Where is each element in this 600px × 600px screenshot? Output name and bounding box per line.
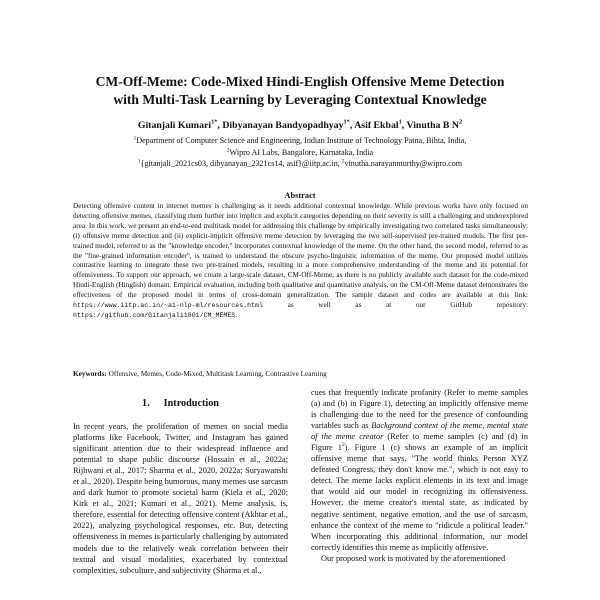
abstract-text: Detecting offensive content in internet memes is challenging as it needs additional contextual knowledge. While previous works have only focused on detecting offensive memes, classifying them further into implicit and explicit categories depending on their severity is still a challenging and underexplored area. In this work, we present an end-to-end multitask model for addressing this challenge by empirically investigating two correlated tasks simultaneously: (i) offensive meme detection and (ii) explicit-implicit offensive meme detection by leveraging the two self-supervised pre-trained models. The first pre-trained model, referred to as the "knowledge encoder," incorporates contextual knowledge of the meme. On the other hand, the second model, referred to as the "fine-grained information encoder", is trained to understand the obscure psycho-linguistic information of the meme. Our proposed model utilizes contrastive learning to integrate these two pre-trained models, resulting in a more comprehensive understanding of the meme and its potential for offensiveness. To support our approach, we create a large-scale dataset, CM-Off-Meme, as there is no publicly available such dataset for the code-mixed Hindi-English (Hinglish) domain. Empirical evaluation, including both qualitative and quantitative analysis, on the CM-Off-Meme dataset demonstrates the effectiveness of the proposed model in terms of cross-domain generalization. The sample dataset and codes are available at this link: — [73, 202, 528, 300]
left-column — [73, 398, 288, 576]
affiliation-mark: 1 — [137, 158, 141, 165]
affiliation-line — [40, 135, 560, 147]
author-name: Gitanjali Kumari — [137, 120, 212, 131]
section-number: 1. — [142, 398, 150, 409]
section-heading — [73, 398, 288, 410]
right-text-c: ). Figure 1 (c) shows an example of an implicit offensive meme that says, "The world thinks Person XYZ defeated Congress, they don't know me.", which is not easy to detect. The meme lacks explicit elements in its text and image that would aid our model in recognizing its offensiveness. However, the meme creator's mental state, as indicated by negative sentiment, negative emotion, and the use of sarcasm, enhance the context of the meme to "ridicule a political leader." When incorporating this additional information, our model correctly identifies this meme as implicitly offensive. — [311, 443, 528, 552]
affiliation-text: Wipro AI Labs, Bangalore, Karnataka, India — [229, 147, 374, 157]
keywords-list: Offensive, Memes, Code-Mixed, Multitask Learning, Contrastive Learning — [108, 370, 327, 378]
intro-paragraph: In recent years, the proliferation of memes on social media platforms like Facebook, Twitter, and Instagram has gained significant attention due to their widespread influence and potential to shape public discourse (Hossain et al., 2022a; Rijhwani et al., 2017; Sharma et al., 2020, 2022a; Suryawanshi et al., 2020). Despite being humorous, many memes use sarcasm and dark humor to promote societal harm (Kiela et al., 2020; Kirk et al., 2021; Kumari et al., 2021). Meme analysis, is, therefore, essential for detecting offensive content (Akhtar et al., 2022), analyzing psychological responses, etc. But, detecting offensiveness in memes is particularly challenging by automated models due to the relatively weak correlation between their textual and visual modalities, exacerbated by contextual complexities, subculture, and subjectivity (Sharma et al., — [73, 422, 288, 575]
affiliation-mark: 2 — [341, 158, 345, 165]
author-name: Asif Ekbal — [354, 120, 399, 131]
author-name: Dibyanayan Bandyopadhyay — [222, 120, 344, 131]
affiliations — [40, 135, 560, 170]
author-list: Gitanjali Kumari$^{1*}$, Dibyanayan Bandyopadhyay$^{1*}$, Asif Ekbal$^1$, Vinutha B $N^2$ — [137, 118, 463, 131]
author-name: Vinutha B N — [406, 120, 459, 131]
github-link[interactable]: https://github.com/Gitanjali1801/CM_MEMES — [73, 311, 236, 319]
abstract-text-end: . — [235, 310, 238, 319]
next-paragraph: Our proposed work is motivated by the aforementioned — [321, 553, 506, 563]
right-text-a: cues that frequently indicate profanity (Refer to meme samples (a) and (b) in Figure 1), detecting an implicitly offensive meme is challenging due to the need for the presence of confounding variables such as — [311, 388, 528, 431]
affiliation-mark: 1 — [133, 135, 137, 142]
affiliation-line — [40, 147, 560, 159]
section-title: Introduction — [163, 398, 219, 409]
author-mark: 1* — [211, 118, 218, 126]
email-list-1: {gitanjali_2021cs03, dibyanayan_2321cs14, asif}@iitp.ac.in, — [140, 159, 340, 168]
keywords-label: Keywords: — [73, 370, 107, 378]
paper-title — [50, 73, 550, 109]
title-line-1: CM-Off-Meme: Code-Mixed Hindi-English Offensive Meme Detection — [95, 74, 505, 89]
keywords — [73, 370, 528, 380]
author-mark: 1* — [343, 118, 350, 126]
affiliation-mark: 2 — [226, 146, 230, 153]
footnote-mark: 2 — [341, 442, 345, 449]
abstract-heading: Abstract — [284, 191, 316, 200]
abstract-text-mid: as well as at our GitHub repository: — [287, 301, 528, 310]
right-column — [311, 387, 528, 564]
intro-paragraph-continued — [311, 387, 528, 553]
author-mark: 2 — [458, 118, 463, 126]
abstract-body — [73, 202, 528, 321]
right-text-italic: Background context of the meme, mental state of the meme creator — [311, 421, 528, 442]
right-text-b: (Refer to meme samples (c) and (d) in Figure 1 — [311, 432, 529, 453]
resources-link[interactable]: https://www.iitp.ac.in/~ai-nlp-ml/resources.html — [73, 302, 263, 310]
title-line-2: with Multi-Task Learning by Leveraging Contextual Knowledge — [113, 92, 487, 107]
affiliation-emails — [40, 158, 560, 170]
affiliation-text: Department of Computer Science and Engineering, Indian Institute of Technology Patna, Bihta, India, — [136, 136, 467, 145]
email-list-2: vinutha.narayanmurthy@wipro.com — [344, 159, 463, 168]
author-mark: 1 — [398, 118, 402, 126]
